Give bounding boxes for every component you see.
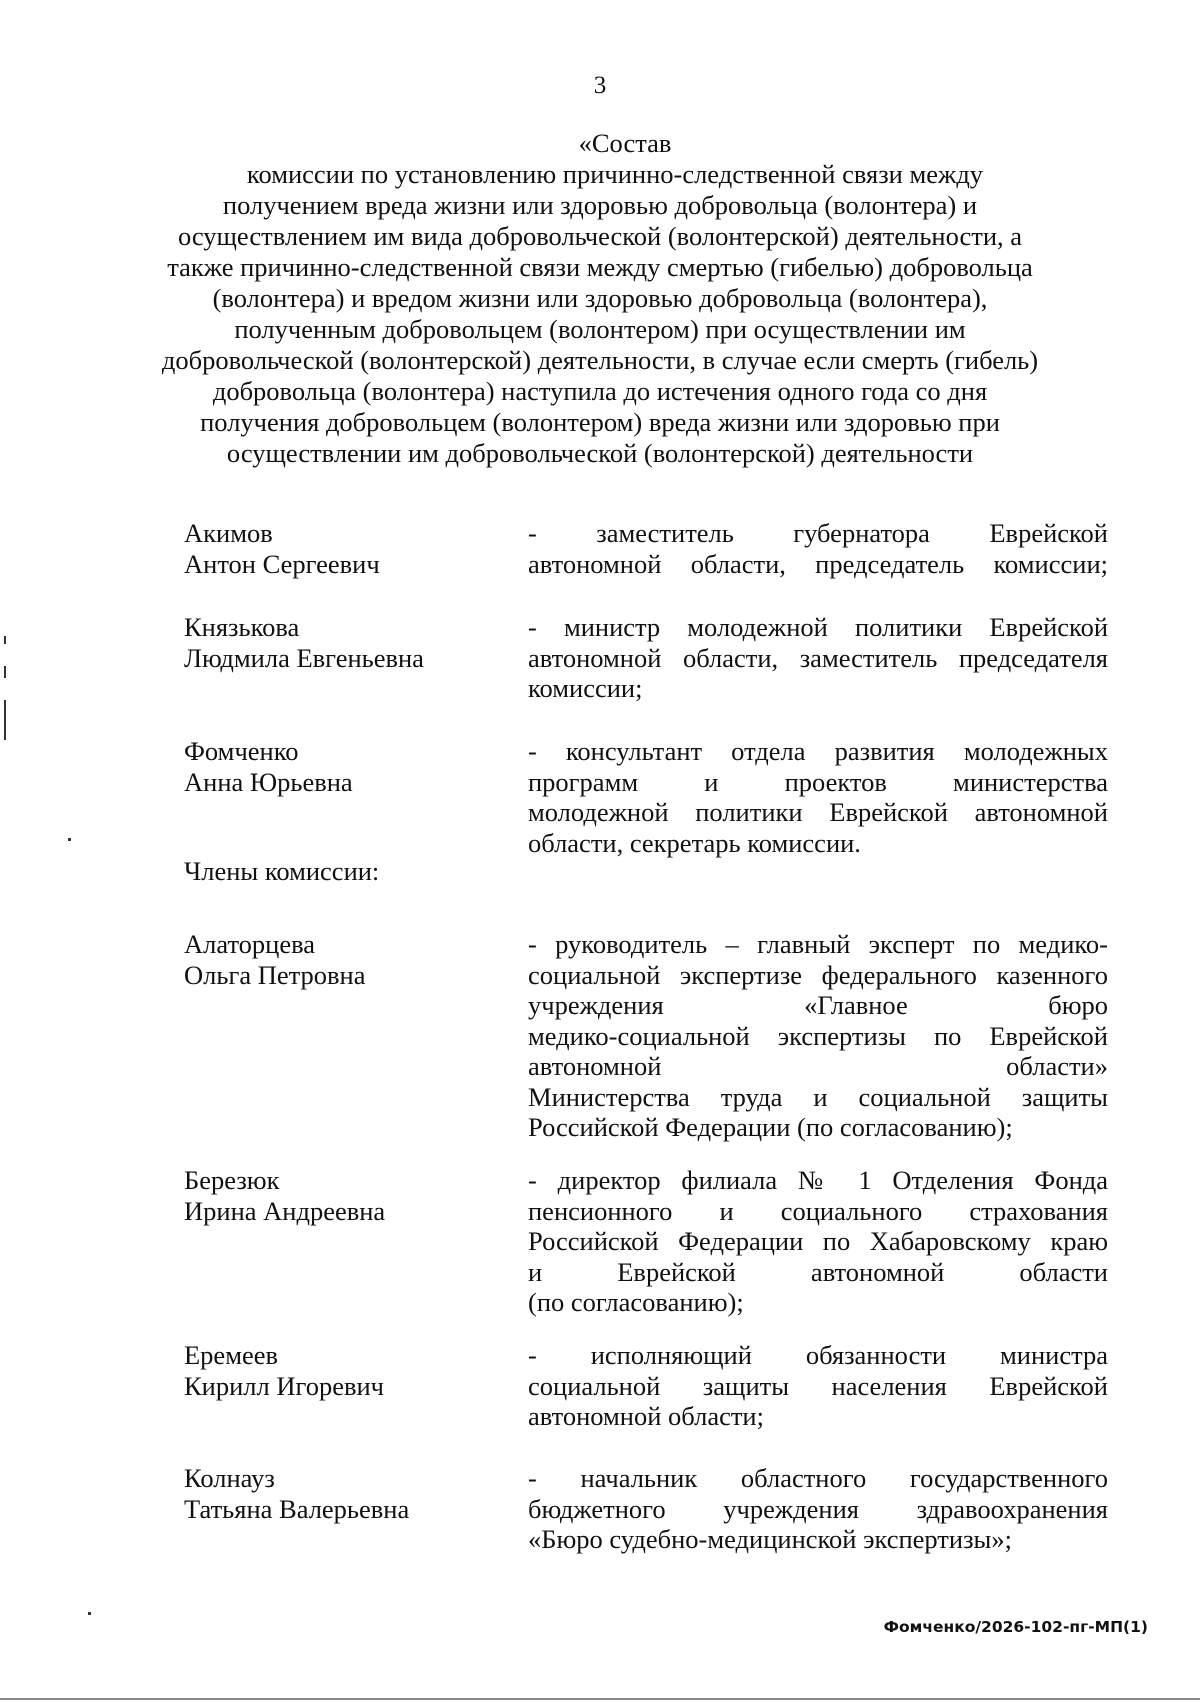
role-line: пенсионного и социального страхования	[528, 1195, 1108, 1226]
member-name	[184, 1165, 514, 1226]
role-line: области, секретарь комиссии.	[528, 827, 861, 858]
role-line: - начальник областного государственного	[528, 1463, 1108, 1493]
member-name	[184, 736, 514, 797]
member-name	[184, 929, 514, 990]
role-line: - министр молодежной политики Еврейской	[528, 612, 1108, 642]
title-line: комиссии по установлению причинно-следственной связи между	[246, 159, 984, 189]
member-given-name: Ирина Андреевна	[184, 1195, 386, 1226]
role-line: автономной области»	[528, 1051, 1108, 1081]
page-number: 3	[593, 72, 607, 99]
role-line: Министерства труда и социальной защиты	[528, 1081, 1108, 1112]
scan-artifact	[68, 838, 71, 841]
member-role	[528, 1463, 1108, 1555]
member-role	[528, 612, 1108, 704]
role-line: молодежной политики Еврейской автономной	[528, 797, 1108, 827]
role-line: (по согласованию);	[528, 1287, 744, 1317]
member-name	[184, 1463, 514, 1524]
scan-edge	[0, 1698, 1200, 1700]
role-line: - директор филиала № 1 Отделения Фонда	[528, 1165, 1108, 1195]
role-line: и Еврейской автономной области	[528, 1256, 1108, 1287]
member-surname: Березюк	[184, 1165, 280, 1195]
member-role	[528, 518, 1108, 579]
title-line: осуществлением им вида добровольческой (волонтерской) деятельности, а	[177, 221, 1023, 251]
role-line: бюджетного учреждения здравоохранения	[528, 1493, 1108, 1524]
member-role	[528, 929, 1108, 1143]
role-line: социальной экспертизе федерального казенного	[528, 959, 1108, 990]
role-line: программ и проектов министерства	[528, 766, 1108, 797]
member-surname: Фомченко	[184, 736, 299, 766]
member-name	[184, 612, 514, 673]
scan-artifact	[88, 1612, 91, 1615]
member-given-name: Людмила Евгеньевна	[184, 642, 424, 673]
member-role	[528, 1165, 1108, 1318]
title-line: добровольца (волонтера) наступила до истечения одного года со дня	[212, 376, 988, 406]
scan-artifact	[4, 700, 6, 740]
role-line: - исполняющий обязанности министра	[528, 1340, 1108, 1370]
role-line: Российской Федерации (по согласованию);	[528, 1112, 1013, 1142]
role-line: - консультант отдела развития молодежных	[528, 736, 1108, 766]
role-line: - руководитель – главный эксперт по медико-	[528, 929, 1108, 959]
members-section-label: Члены комиссии:	[184, 856, 380, 886]
role-line: автономной области;	[528, 1401, 764, 1431]
title-line: получением вреда жизни или здоровью добровольца (волонтера) и	[222, 190, 978, 220]
role-line: учреждения «Главное бюро	[528, 990, 1108, 1020]
title-line: также причинно-следственной связи между смертью (гибелью) добровольца	[167, 252, 1033, 282]
member-role	[528, 736, 1108, 858]
member-surname: Колнауз	[184, 1463, 275, 1493]
scan-artifact	[4, 666, 6, 678]
member-surname: Еремеев	[184, 1340, 279, 1370]
scan-artifact	[4, 636, 6, 644]
title-line: осуществлении им добровольческой (волонтерской) деятельности	[226, 438, 974, 468]
role-line: комиссии;	[528, 673, 643, 703]
role-line: автономной области, председатель комиссии;	[528, 548, 1108, 579]
role-line: медико-социальной экспертизы по Еврейской	[528, 1020, 1108, 1051]
member-role	[528, 1340, 1108, 1432]
document-title	[0, 128, 1200, 469]
member-name	[184, 1340, 514, 1401]
role-line: Российской Федерации по Хабаровскому краю	[528, 1226, 1108, 1256]
member-given-name: Кирилл Игоревич	[184, 1370, 384, 1401]
title-line: получения добровольцем (волонтером) вреда жизни или здоровью при	[200, 407, 1000, 437]
role-line: - заместитель губернатора Еврейской	[528, 518, 1108, 548]
role-line: автономной области, заместитель председателя	[528, 642, 1108, 673]
member-given-name: Ольга Петровна	[184, 959, 366, 990]
title-head: «Состав	[578, 128, 672, 158]
member-given-name: Антон Сергеевич	[184, 548, 380, 579]
document-code: Фомченко/2026-102-пг-МП(1)	[883, 1618, 1148, 1636]
member-surname: Акимов	[184, 518, 273, 548]
member-name	[184, 518, 514, 579]
role-line: «Бюро судебно-медицинской экспертизы»;	[528, 1524, 1012, 1554]
title-line: полученным добровольцем (волонтером) при осуществлении им	[234, 314, 966, 344]
title-line: добровольческой (волонтерской) деятельности, в случае если смерть (гибель)	[161, 345, 1039, 375]
member-given-name: Анна Юрьевна	[184, 766, 353, 797]
title-line: (волонтера) и вредом жизни или здоровью добровольца (волонтера),	[212, 283, 988, 313]
member-surname: Князькова	[184, 612, 300, 642]
member-surname: Алаторцева	[184, 929, 316, 959]
role-line: социальной защиты населения Еврейской	[528, 1370, 1108, 1401]
member-given-name: Татьяна Валерьевна	[184, 1493, 410, 1524]
